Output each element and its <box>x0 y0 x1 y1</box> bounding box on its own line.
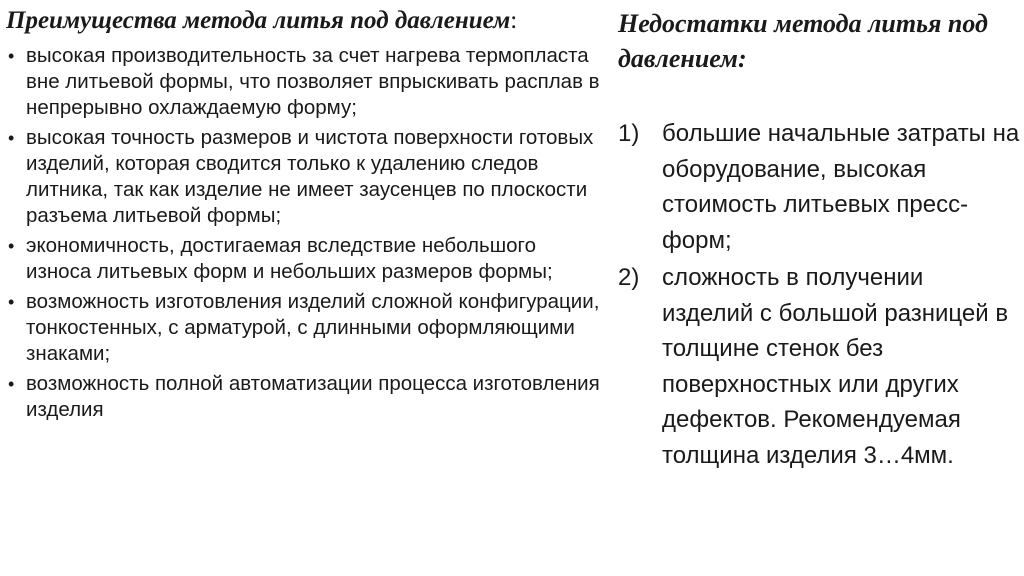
advantage-item <box>6 233 602 285</box>
advantage-text: высокая производительность за счет нагрева термопласта вне литьевой формы, что позволяет впрыскивать расплав в непрерывно охлаждаемую форму; <box>26 44 600 119</box>
disadvantage-number: 2) <box>618 264 640 291</box>
advantages-list <box>6 43 602 423</box>
disadvantage-item <box>618 260 1020 473</box>
bullet-icon: • <box>8 236 15 256</box>
bullet-icon: • <box>8 128 15 148</box>
disadvantage-item <box>618 116 1020 258</box>
bullet-icon: • <box>8 292 15 312</box>
advantages-title: Преимущества метода литья под давлением <box>6 7 511 34</box>
bullet-icon: • <box>8 374 15 394</box>
disadvantage-text: сложность в получении изделий с большой разницей в толщине стенок без поверхностных или других дефектов. Рекомендуемая толщина изделия 3…4мм. <box>662 264 1009 469</box>
advantage-item <box>6 289 602 367</box>
advantage-item <box>6 371 602 423</box>
advantages-heading <box>6 6 602 35</box>
advantages-title-colon: : <box>510 7 518 34</box>
disadvantages-column <box>618 6 1020 475</box>
advantage-item <box>6 43 602 121</box>
disadvantage-text: большие начальные затраты на оборудование, высокая стоимость литьевых пресс-форм; <box>662 120 1020 254</box>
advantage-item <box>6 125 602 229</box>
advantage-text: возможность полной автоматизации процесса изготовления изделия <box>26 372 600 421</box>
disadvantage-number: 1) <box>618 120 640 147</box>
disadvantages-list <box>618 116 1020 473</box>
advantage-text: возможность изготовления изделий сложной конфигурации, тонкостенных, с арматурой, с длинными оформляющими знаками; <box>26 290 600 365</box>
advantage-text: высокая точность размеров и чистота поверхности готовых изделий, которая сводится только к удалению следов литника, так как изделие не имеет заусенцев по плоскости разъема литьевой формы; <box>26 126 594 227</box>
disadvantages-heading: Недостатки метода литья под давлением: <box>618 9 988 73</box>
advantages-column <box>6 6 602 427</box>
bullet-icon: • <box>8 46 15 66</box>
advantage-text: экономичность, достигаемая вследствие небольшого износа литьевых форм и небольших размеров формы; <box>26 234 553 283</box>
